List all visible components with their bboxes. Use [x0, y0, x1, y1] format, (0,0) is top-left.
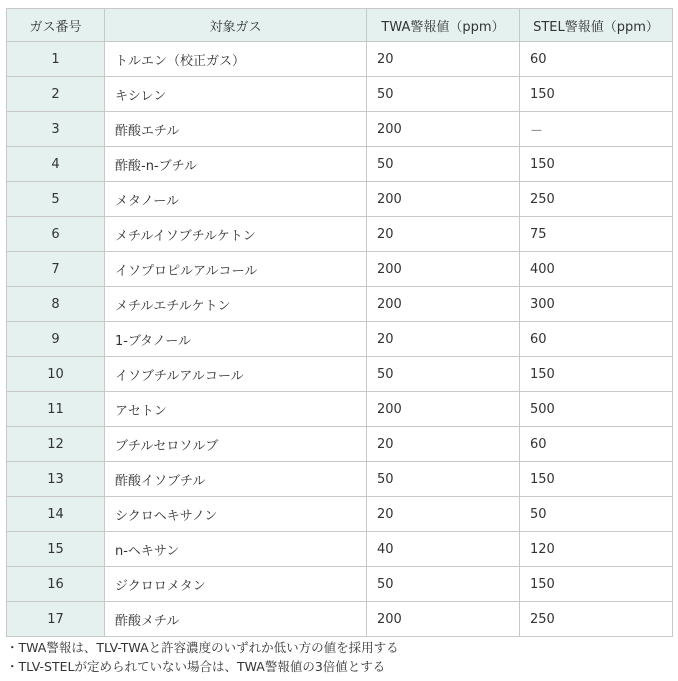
cell-target-gas: 酢酸イソブチル [105, 462, 367, 497]
cell-stel-value: 150 [520, 567, 673, 602]
table-row [7, 392, 673, 427]
cell-stel-value: 400 [520, 252, 673, 287]
cell-stel-value: 150 [520, 147, 673, 182]
cell-twa-value: 200 [367, 602, 520, 637]
cell-stel-value: 75 [520, 217, 673, 252]
cell-target-gas: メチルエチルケトン [105, 287, 367, 322]
table-body [7, 42, 673, 637]
cell-stel-value: 250 [520, 602, 673, 637]
table-row [7, 357, 673, 392]
cell-target-gas: イソブチルアルコール [105, 357, 367, 392]
gas-alarm-table [6, 8, 673, 637]
cell-stel-value: 120 [520, 532, 673, 567]
cell-stel-value: 300 [520, 287, 673, 322]
table-row [7, 252, 673, 287]
table-row [7, 147, 673, 182]
cell-target-gas: キシレン [105, 77, 367, 112]
cell-gas-number: 11 [7, 392, 105, 427]
cell-target-gas: 酢酸エチル [105, 112, 367, 147]
table-row [7, 602, 673, 637]
cell-stel-value: 60 [520, 322, 673, 357]
cell-target-gas: 1-ブタノール [105, 322, 367, 357]
cell-target-gas: メタノール [105, 182, 367, 217]
cell-twa-value: 50 [367, 357, 520, 392]
cell-target-gas: シクロヘキサノン [105, 497, 367, 532]
footnote-stel: ・TLV-STELが定められていない場合は、TWA警報値の3倍値とする [6, 659, 386, 674]
table-row [7, 112, 673, 147]
table-row [7, 322, 673, 357]
cell-twa-value: 20 [367, 322, 520, 357]
cell-gas-number: 7 [7, 252, 105, 287]
cell-twa-value: 50 [367, 77, 520, 112]
cell-gas-number: 13 [7, 462, 105, 497]
table-row [7, 532, 673, 567]
cell-twa-value: 200 [367, 182, 520, 217]
table-row [7, 567, 673, 602]
cell-twa-value: 50 [367, 462, 520, 497]
cell-gas-number: 4 [7, 147, 105, 182]
cell-target-gas: トルエン（校正ガス） [105, 42, 367, 77]
table-row [7, 42, 673, 77]
table-row [7, 287, 673, 322]
cell-target-gas: 酢酸-n-ブチル [105, 147, 367, 182]
cell-stel-value: 60 [520, 427, 673, 462]
cell-target-gas: メチルイソブチルケトン [105, 217, 367, 252]
cell-gas-number: 15 [7, 532, 105, 567]
header-gas-number: ガス番号 [7, 9, 105, 42]
cell-twa-value: 20 [367, 427, 520, 462]
cell-gas-number: 16 [7, 567, 105, 602]
cell-gas-number: 8 [7, 287, 105, 322]
cell-target-gas: n-ヘキサン [105, 532, 367, 567]
cell-target-gas: ブチルセロソルブ [105, 427, 367, 462]
cell-stel-value: 500 [520, 392, 673, 427]
cell-twa-value: 50 [367, 567, 520, 602]
footnotes [6, 638, 399, 676]
header-target-gas: 対象ガス [105, 9, 367, 42]
table-row [7, 462, 673, 497]
cell-gas-number: 6 [7, 217, 105, 252]
cell-twa-value: 200 [367, 287, 520, 322]
header-twa-alarm: TWA警報値（ppm） [367, 9, 520, 42]
cell-gas-number: 9 [7, 322, 105, 357]
cell-stel-value: － [520, 112, 673, 147]
cell-gas-number: 10 [7, 357, 105, 392]
cell-twa-value: 50 [367, 147, 520, 182]
table-row [7, 217, 673, 252]
cell-twa-value: 200 [367, 252, 520, 287]
table-row [7, 427, 673, 462]
footnote-twa: ・TWA警報は、TLV-TWAと許容濃度のいずれか低い方の値を採用する [6, 640, 399, 655]
cell-stel-value: 50 [520, 497, 673, 532]
table-row [7, 77, 673, 112]
cell-stel-value: 150 [520, 462, 673, 497]
cell-gas-number: 17 [7, 602, 105, 637]
cell-gas-number: 1 [7, 42, 105, 77]
table-row [7, 497, 673, 532]
cell-target-gas: イソプロピルアルコール [105, 252, 367, 287]
cell-target-gas: 酢酸メチル [105, 602, 367, 637]
cell-twa-value: 20 [367, 42, 520, 77]
cell-twa-value: 200 [367, 392, 520, 427]
table-row [7, 182, 673, 217]
cell-gas-number: 5 [7, 182, 105, 217]
cell-twa-value: 20 [367, 497, 520, 532]
cell-twa-value: 20 [367, 217, 520, 252]
cell-gas-number: 2 [7, 77, 105, 112]
cell-target-gas: アセトン [105, 392, 367, 427]
cell-target-gas: ジクロロメタン [105, 567, 367, 602]
cell-twa-value: 200 [367, 112, 520, 147]
cell-stel-value: 150 [520, 357, 673, 392]
cell-gas-number: 14 [7, 497, 105, 532]
cell-stel-value: 150 [520, 77, 673, 112]
cell-gas-number: 12 [7, 427, 105, 462]
cell-stel-value: 60 [520, 42, 673, 77]
cell-stel-value: 250 [520, 182, 673, 217]
cell-twa-value: 40 [367, 532, 520, 567]
table-header-row [7, 9, 673, 42]
cell-gas-number: 3 [7, 112, 105, 147]
header-stel-alarm: STEL警報値（ppm） [520, 9, 673, 42]
